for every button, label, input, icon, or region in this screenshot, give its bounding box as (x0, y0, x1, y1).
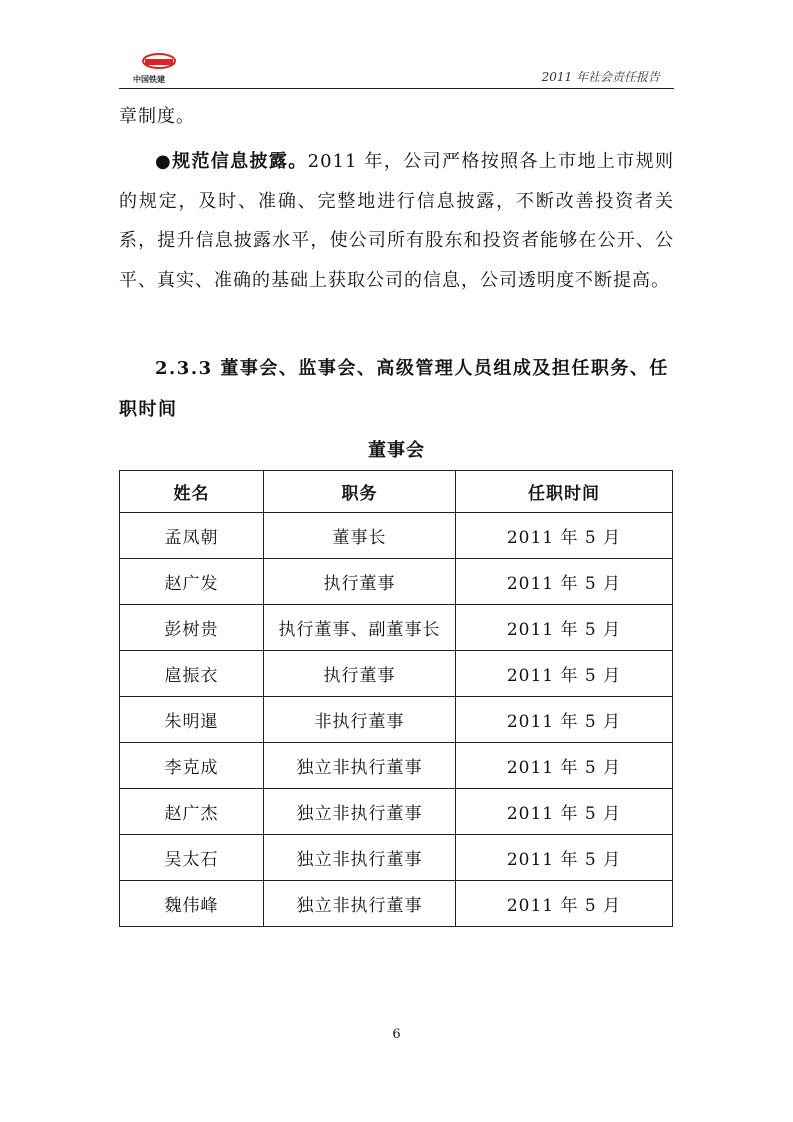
disclosure-body: 2011 年，公司严格按照各上市地上市规则的规定，及时、准确、完整地进行信息披露，不断改善投资者关系，提升信息披露水平，使公司所有股东和投资者能够在公开、公平、真实、准确的基础上获取公司的信息，公司透明度不断提高。 (119, 151, 675, 291)
cell-name: 扈振衣 (120, 651, 264, 697)
page-header (119, 50, 674, 89)
header-position: 职务 (264, 471, 456, 513)
board-table (119, 470, 673, 927)
table-header-row (120, 471, 673, 513)
cell-name: 赵广发 (120, 559, 264, 605)
cell-term: 2011 年 5 月 (456, 651, 673, 697)
cell-term: 2011 年 5 月 (456, 835, 673, 881)
crcc-logo (133, 52, 193, 86)
cell-name: 吴太石 (120, 835, 264, 881)
header-name: 姓名 (120, 471, 264, 513)
cell-name: 孟凤朝 (120, 513, 264, 559)
table-row (120, 605, 673, 651)
cell-position: 执行董事 (264, 559, 456, 605)
disclosure-paragraph (119, 142, 674, 300)
cell-term: 2011 年 5 月 (456, 513, 673, 559)
table-row (120, 743, 673, 789)
report-title: 2011 年社会责任报告 (541, 70, 660, 84)
crcc-logo-icon (141, 52, 177, 72)
cell-term: 2011 年 5 月 (456, 605, 673, 651)
cell-name: 朱明暹 (120, 697, 264, 743)
cell-name: 赵广杰 (120, 789, 264, 835)
cell-term: 2011 年 5 月 (456, 743, 673, 789)
continued-text: 章制度。 (119, 106, 195, 127)
cell-term: 2011 年 5 月 (456, 559, 673, 605)
table-row (120, 789, 673, 835)
cell-position: 独立非执行董事 (264, 835, 456, 881)
table-row (120, 513, 673, 559)
table-row (120, 835, 673, 881)
cell-name: 李克成 (120, 743, 264, 789)
table-row (120, 881, 673, 927)
cell-position: 独立非执行董事 (264, 743, 456, 789)
cell-position: 董事长 (264, 513, 456, 559)
bullet: ● (155, 151, 173, 172)
page-number: 6 (392, 1027, 401, 1042)
header-term: 任职时间 (456, 471, 673, 513)
cell-term: 2011 年 5 月 (456, 881, 673, 927)
table-row (120, 697, 673, 743)
cell-term: 2011 年 5 月 (456, 697, 673, 743)
table-row (120, 559, 673, 605)
disclosure-title: 规范信息披露。 (172, 151, 308, 172)
cell-term: 2011 年 5 月 (456, 789, 673, 835)
section-heading: 2.3.3 董事会、监事会、高级管理人员组成及担任职务、任职时间 (119, 358, 669, 420)
cell-name: 彭树贵 (120, 605, 264, 651)
cell-position: 执行董事 (264, 651, 456, 697)
logo-text: 中国铁建 (133, 75, 165, 84)
table-row (120, 651, 673, 697)
cell-position: 执行董事、副董事长 (264, 605, 456, 651)
cell-position: 独立非执行董事 (264, 789, 456, 835)
table-caption: 董事会 (368, 440, 425, 461)
cell-position: 非执行董事 (264, 697, 456, 743)
cell-position: 独立非执行董事 (264, 881, 456, 927)
cell-name: 魏伟峰 (120, 881, 264, 927)
